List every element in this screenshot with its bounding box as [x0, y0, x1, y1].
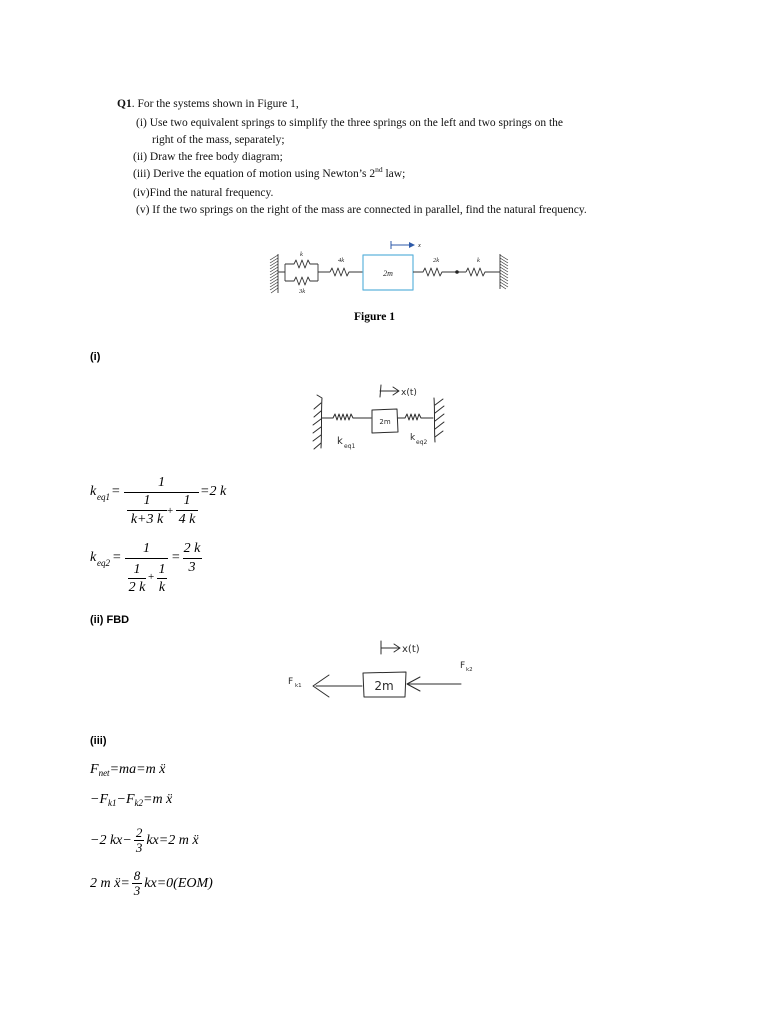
eq-forces-f2: −F: [116, 792, 135, 807]
question-part-i-line1: (i) Use two equivalent springs to simplify the three springs on the left and two springs on the: [136, 117, 564, 129]
eq-eom-denominator: 3: [133, 883, 141, 898]
question-part-iii-tail: law;: [382, 168, 406, 180]
sketch-spring-keq1: [322, 414, 371, 420]
fbd-displacement-label: x(t): [402, 644, 420, 655]
keq1-equals: =: [111, 484, 121, 499]
equation-of-motion: [90, 869, 213, 898]
eq-fnet-f: F: [90, 762, 99, 777]
eq-fnet-subscript: net: [98, 768, 110, 778]
eq-fnet-rest: =ma=m ẍ: [109, 762, 166, 777]
keq1-right-numerator: 1: [183, 493, 191, 508]
keq2-lhs-subscript: eq2: [97, 558, 110, 568]
sketch-left-wall-hatching: [313, 403, 321, 449]
sketch-right-wall-hatching: [435, 399, 444, 437]
keq2-lhs: k: [90, 550, 97, 565]
keq2-rhs-denominator: 3: [188, 560, 196, 575]
spring-3k-bottom-left: [285, 277, 318, 285]
question-part-iv: (iv)Find the natural frequency.: [133, 187, 274, 199]
keq2-right-numerator: 1: [158, 562, 166, 577]
keq2-equals: =: [112, 550, 122, 565]
question-part-iii-text: (iii) Derive the equation of motion using Newton’s 2: [133, 168, 376, 180]
figure-label-spring-2k: 2k: [433, 257, 440, 264]
equation-sum: [90, 826, 199, 855]
sketch-keq2-subscript: eq2: [416, 439, 428, 446]
part-ii-heading: (ii) FBD: [90, 614, 130, 626]
keq2-numerator: 1: [143, 541, 150, 556]
keq1-rhs: =2 k: [200, 484, 227, 499]
keq1-right-fraction-bar: [176, 510, 198, 511]
eq-sum-right: kx=2 m ẍ: [146, 832, 199, 848]
keq2-plus: +: [148, 571, 155, 583]
keq2-equals-2: =: [171, 550, 181, 565]
eq-sum-left: −2 kx−: [90, 832, 132, 848]
keq1-left-denominator: k+3 k: [130, 512, 164, 527]
question-part-iii-superscript: nd: [375, 165, 383, 174]
fbd-displacement-arrow: [381, 641, 400, 654]
eq-sum-numerator: 2: [135, 825, 143, 840]
eq-eom-left: 2 m ẍ=: [90, 875, 130, 891]
sketch-displacement-arrow: [380, 385, 399, 397]
keq1-plus: +: [167, 505, 174, 517]
spring-4k: [330, 268, 363, 276]
figure-1-diagram: [258, 236, 520, 300]
keq2-rhs-numerator: 2 k: [183, 541, 201, 556]
keq1-left-fraction-bar: [127, 510, 167, 511]
figure-label-spring-4k: 4k: [338, 257, 345, 264]
eq-eom-fraction: [132, 869, 143, 898]
eq-eom-right: kx=0(EOM): [144, 875, 213, 891]
equation-spring-forces: [90, 792, 172, 808]
question-part-v: (v) If the two springs on the right of the mass are connected in parallel, find the natural frequency.: [136, 204, 587, 216]
part-i-heading: (i): [90, 351, 101, 363]
keq1-lhs-subscript: eq1: [97, 492, 110, 502]
question-intro-line: [117, 97, 299, 111]
figure-label-spring-3k: 3k: [299, 288, 306, 295]
part-iii-heading: (iii): [90, 735, 107, 747]
displacement-arrow-head: [409, 242, 415, 248]
sketch-keq1-subscript: eq1: [344, 443, 356, 450]
keq1-lhs: k: [90, 484, 97, 499]
sketch-mass-label: 2m: [379, 418, 391, 426]
figure-label-spring-k-right: k: [477, 257, 480, 264]
free-body-diagram-sketch: [280, 636, 490, 704]
equation-net-force: [90, 762, 165, 778]
spring-k-right: [466, 268, 500, 276]
keq1-numerator: 1: [158, 475, 165, 490]
keq1-right-denominator: 4 k: [178, 512, 196, 527]
figure-label-mass: 2m: [383, 269, 393, 278]
sketch-keq2-label: k: [410, 433, 416, 443]
keq2-left-fraction-bar: [128, 578, 146, 579]
eq-forces-f1: −F: [90, 792, 108, 807]
sketch-keq1-label: k: [337, 436, 343, 447]
eq-forces-sub1: k1: [108, 798, 117, 808]
eq-sum-denominator: 3: [135, 840, 143, 855]
keq2-right-fraction-bar: [157, 578, 167, 579]
eq-sum-fraction: [134, 826, 145, 855]
fbd-force-arrow-fk2: [407, 677, 461, 691]
fbd-mass-label: 2m: [374, 679, 394, 693]
question-part-i-line2: right of the mass, separately;: [152, 134, 285, 146]
fbd-fk2-subscript: k2: [466, 667, 473, 673]
displacement-arrow-shaft: [391, 241, 409, 249]
eq-eom-numerator: 8: [133, 868, 141, 883]
keq2-left-numerator: 1: [133, 562, 141, 577]
fbd-fk1-label: F: [288, 677, 294, 687]
keq1-left-numerator: 1: [143, 493, 151, 508]
sketch-spring-keq2: [398, 414, 433, 420]
keq2-right-denominator: k: [158, 580, 166, 595]
keq2-left-denominator: 2 k: [128, 580, 146, 595]
question-number: Q1: [117, 98, 132, 110]
question-part-ii: (ii) Draw the free body diagram;: [133, 151, 283, 163]
figure-1-caption: Figure 1: [354, 311, 395, 323]
spring-k-top-left: [285, 260, 318, 268]
spring-junction-dot: [455, 270, 459, 274]
question-intro-text: . For the systems shown in Figure 1,: [131, 98, 299, 110]
part-i-sketch: [305, 378, 460, 458]
sketch-displacement-label: x(t): [401, 388, 417, 398]
eq-forces-sub2: k2: [134, 798, 143, 808]
keq2-rhs-fraction-bar: [183, 558, 202, 559]
eq-forces-rest: =m ẍ: [143, 792, 173, 807]
fbd-fk1-subscript: k1: [295, 683, 302, 689]
fbd-force-arrow-fk1: [313, 675, 362, 697]
question-part-iii: [133, 167, 405, 181]
figure-label-displacement: x: [418, 242, 421, 249]
keq2-fraction-bar: [125, 558, 168, 559]
left-wall-hatching: [270, 255, 278, 293]
fbd-fk2-label: F: [460, 661, 466, 671]
figure-label-spring-k-top: k: [300, 251, 303, 258]
right-wall-hatching: [500, 255, 508, 289]
